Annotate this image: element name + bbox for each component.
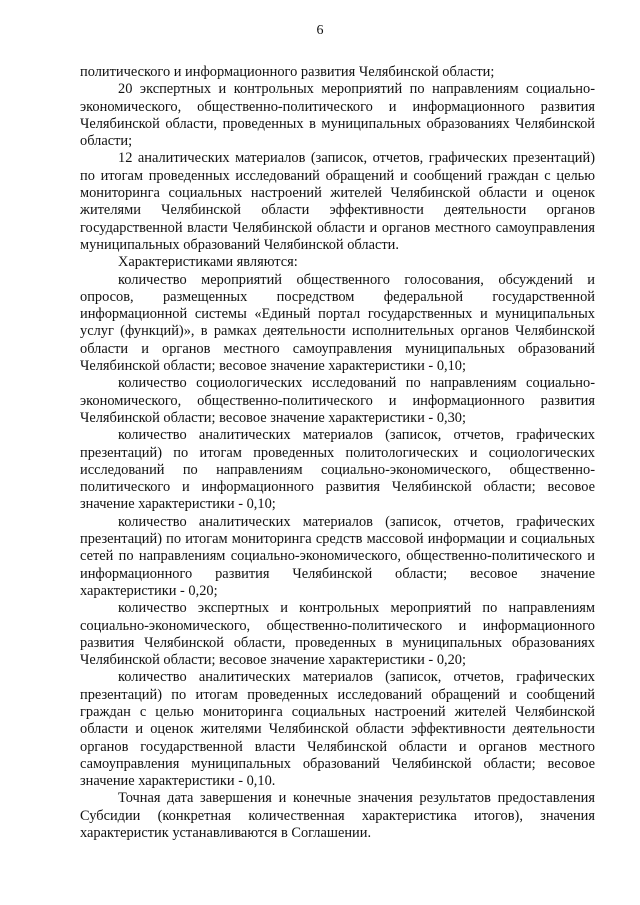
paragraph-continuation: политического и информационного развития Челябинской области; [80, 64, 495, 80]
paragraph-analytical-materials: 12 аналитических материалов (записок, отчетов, графических презентаций) по итогам проведенных исследований обращений и сообщений граждан с целью мониторинга социальных настроений жителей Челябинской области и оценок жителями Челябинской области эффективности деятельности органов государственной власти Челябинской области и органов местного самоуправления муниципальных образований Челябинской области. [80, 150, 595, 253]
paragraph-characteristic-media-monitoring: количество аналитических материалов (записок, отчетов, графических презентаций) по итогам мониторинга средств массовой информации и социальных сетей по направлениям социально-экономического, общественно-политического и информационного развития Челябинской области; весовое значение характеристики - 0,20; [80, 513, 595, 599]
document-body [80, 64, 595, 842]
paragraph-characteristic-political-analysis: количество аналитических материалов (записок, отчетов, графических презентаций) по итогам проведенных политологических и социологических исследований по направлениям социально-экономического, общественно-политического и информационного развития Челябинской области; весовое значение характеристики - 0,10; [80, 427, 595, 513]
paragraph-characteristic-appeals-analysis: количество аналитических материалов (записок, отчетов, графических презентаций) по итогам проведенных исследований обращений и сообщений граждан с целью мониторинга социальных настроений жителей Челябинской области и оценок жителями Челябинской области эффективности деятельности органов государственной власти Челябинской области и органов местного самоуправления муниципальных образований Челябинской области; весовое значение характеристики - 0,10. [80, 669, 595, 790]
paragraph-characteristics-heading: Характеристиками являются: [118, 254, 298, 271]
paragraph-characteristic-voting: количество мероприятий общественного голосования, обсуждений и опросов, размещенных посредством федеральной государственной информационной системы «Единый портал государственных и муниципальных услуг (функций)», в рамках деятельности исполнительных органов Челябинской области и органов местного самоуправления муниципальных образований Челябинской области; весовое значение характеристики - 0,10; [80, 271, 595, 375]
page-number: 6 [316, 23, 324, 38]
paragraph-expert-events: 20 экспертных и контрольных мероприятий по направлениям социально-экономического, общественно-политического и информационного развития Челябинской области, проведенных в муниципальных образованиях Челябинской области; [80, 81, 595, 150]
paragraph-characteristic-sociological: количество социологических исследований по направлениям социально-экономического, общественно-политического и информационного развития Челябинской области; весовое значение характеристики - 0,30; [80, 375, 595, 426]
paragraph-characteristic-expert-events: количество экспертных и контрольных мероприятий по направлениям социально-экономического, общественно-политического и информационного развития Челябинской области, проведенных в муниципальных образованиях Челябинской области; весовое значение характеристики - 0,20; [80, 600, 595, 669]
paragraph-completion-date: Точная дата завершения и конечные значения результатов предоставления Субсидии (конкретная количественная характеристика итогов), значения характеристик устанавливаются в Соглашении. [80, 790, 595, 842]
